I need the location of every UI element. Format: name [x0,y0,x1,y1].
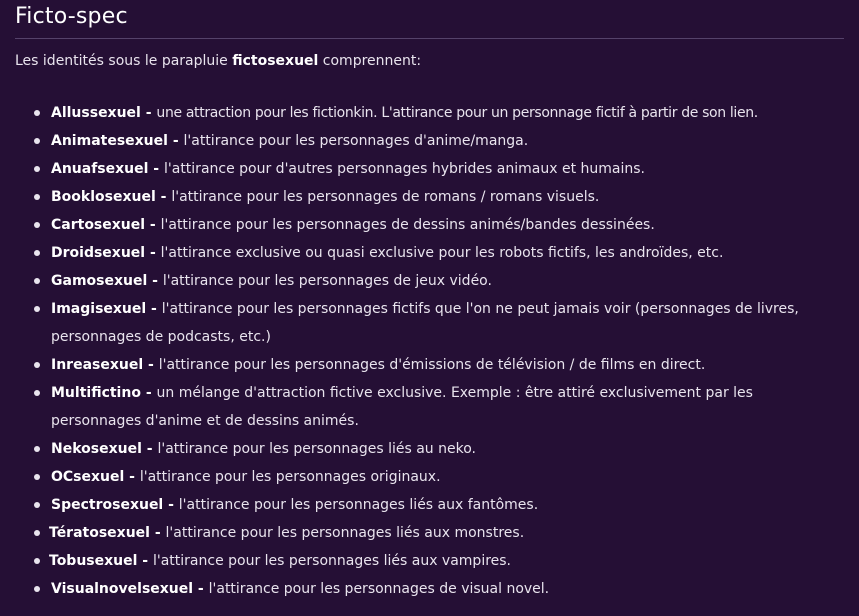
term: Booklosexuel [51,189,156,205]
list-item-animatesexuel [0,127,859,155]
description: l'attirance pour les personnages de dessins animés/bandes dessinées. [160,217,655,233]
list-item-nekosexuel [0,435,859,463]
intro-term: fictosexuel [232,53,319,69]
separator: - [140,105,157,121]
description: l'attirance pour les personnages de visual novel. [208,581,550,597]
term: Nekosexuel [51,441,142,457]
term: Tobusexuel [49,553,138,569]
page-title: Ficto-spec [15,4,128,29]
intro-text-after: comprennent: [318,53,422,69]
identity-list [0,99,859,603]
separator: - [155,189,172,205]
term: Animatesexuel [51,133,168,149]
description: l'attirance pour les personnages de romans / romans visuels. [171,189,600,205]
separator: - [140,385,157,401]
term: Anuafsexuel [51,161,149,177]
separator: - [145,245,161,261]
term: Allussexuel [51,105,141,121]
description: l'attirance exclusive ou quasi exclusive pour les robots fictifs, les androïdes, etc. [160,245,724,261]
separator: - [124,469,140,485]
description: l'attirance pour les personnages liés aux fantômes. [178,497,539,513]
separator: - [193,581,209,597]
description: l'attirance pour les personnages liés au neko. [157,441,476,457]
description: l'attirance pour d'autres personnages hybrides animaux et humains. [164,161,645,177]
description: l'attirance pour les personnages liés aux monstres. [165,525,525,541]
separator: - [146,301,162,317]
list-item-imagisexuel [0,295,859,351]
intro-text-before: Les identités sous le parapluie [15,53,233,69]
list-item-visualnovelsexuel [0,575,859,603]
list-item-droidsexuel [0,239,859,267]
description: un mélange d'attraction fictive exclusive. Exemple : être attiré exclusivement par les personnages d'anime et de dessins animés. [51,385,753,429]
separator: - [147,273,163,289]
list-item-multifictino [0,379,859,435]
term: Cartosexuel [51,217,146,233]
separator: - [145,217,161,233]
separator: - [149,525,166,541]
description: l'attirance pour les personnages liés aux vampires. [152,553,512,569]
list-item-anuafsexuel [0,155,859,183]
description: l'attirance pour les personnages originaux. [139,469,441,485]
term: Gamosexuel [51,273,148,289]
description: l'attirance pour les personnages de jeux vidéo. [162,273,492,289]
term: Droidsexuel [51,245,146,261]
list-item-gamosexuel [0,267,859,295]
separator: - [167,133,184,149]
description: une attraction pour les fictionkin. L'attirance pour un personnage fictif à partir de son lien. [156,105,758,121]
list-item-tobusexuel [0,547,859,575]
separator: - [141,441,158,457]
term: Visualnovelsexuel [51,581,194,597]
description: l'attirance pour les personnages d'émissions de télévision / de films en direct. [158,357,706,373]
intro-paragraph [15,51,421,71]
term: OCsexuel [51,469,125,485]
term: Inreasexuel [51,357,144,373]
title-divider [15,38,844,39]
list-item-inreasexuel [0,351,859,379]
list-item-booklosexuel [0,183,859,211]
list-item-allussexuel [0,99,859,127]
term: Tératosexuel [49,525,150,541]
description: l'attirance pour les personnages d'anime/manga. [183,133,529,149]
separator: - [163,497,179,513]
separator: - [148,161,164,177]
description: l'attirance pour les personnages fictifs que l'on ne peut jamais voir (personnages de livres, personnages de podcasts, etc.) [51,301,799,345]
term: Imagisexuel [51,301,147,317]
separator: - [137,553,153,569]
term: Multifictino [51,385,141,401]
list-item-cartosexuel [0,211,859,239]
list-item-ocsexuel [0,463,859,491]
term: Spectrosexuel [51,497,164,513]
list-item-teratosexuel [0,519,859,547]
list-item-spectrosexuel [0,491,859,519]
separator: - [143,357,159,373]
